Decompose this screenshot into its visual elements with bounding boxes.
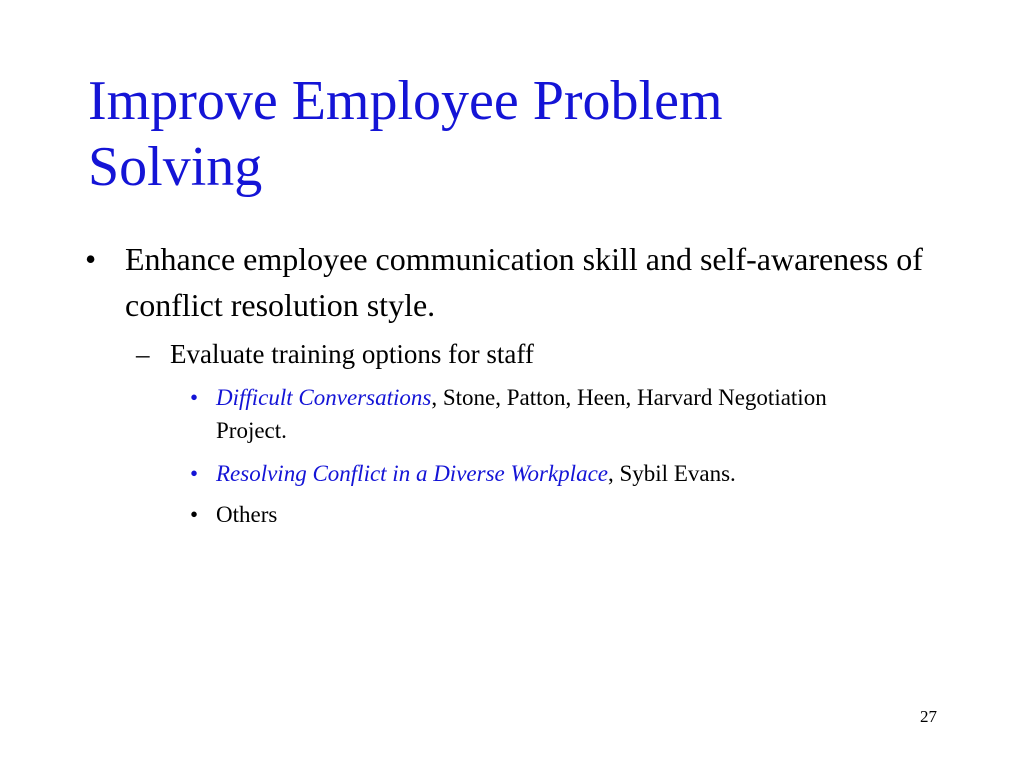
list-item	[190, 381, 890, 447]
bullet-text: Enhance employee communication skill and self-awareness of conflict resolution style.	[125, 241, 923, 323]
slide-title-line-2: Solving	[88, 136, 263, 198]
list-item	[190, 498, 890, 531]
page-number: 27	[920, 707, 937, 726]
slide-title-line-1: Improve Employee Problem	[88, 70, 723, 132]
bullet-marker: •	[190, 461, 199, 486]
bullet-marker: •	[190, 385, 199, 410]
bullet-level-2	[136, 337, 936, 371]
list-item	[190, 457, 890, 490]
bullet-marker: •	[190, 502, 199, 527]
dash-marker: –	[136, 339, 150, 369]
book-title: Resolving Conflict in a Diverse Workplace	[216, 461, 608, 486]
bullet-level-1	[85, 236, 945, 328]
list-item-text	[216, 457, 890, 490]
book-title: Difficult Conversations	[216, 385, 432, 410]
list-item-text: Others	[216, 502, 278, 527]
book-details: , Stone, Patton, Heen, Harvard Negotiation Project.	[216, 385, 827, 443]
book-details: , Sybil Evans.	[608, 461, 736, 486]
sub-bullet-text: Evaluate training options for staff	[170, 339, 534, 369]
slide-title	[88, 68, 968, 200]
bullet-marker: •	[85, 241, 97, 277]
list-item-text	[216, 381, 890, 447]
